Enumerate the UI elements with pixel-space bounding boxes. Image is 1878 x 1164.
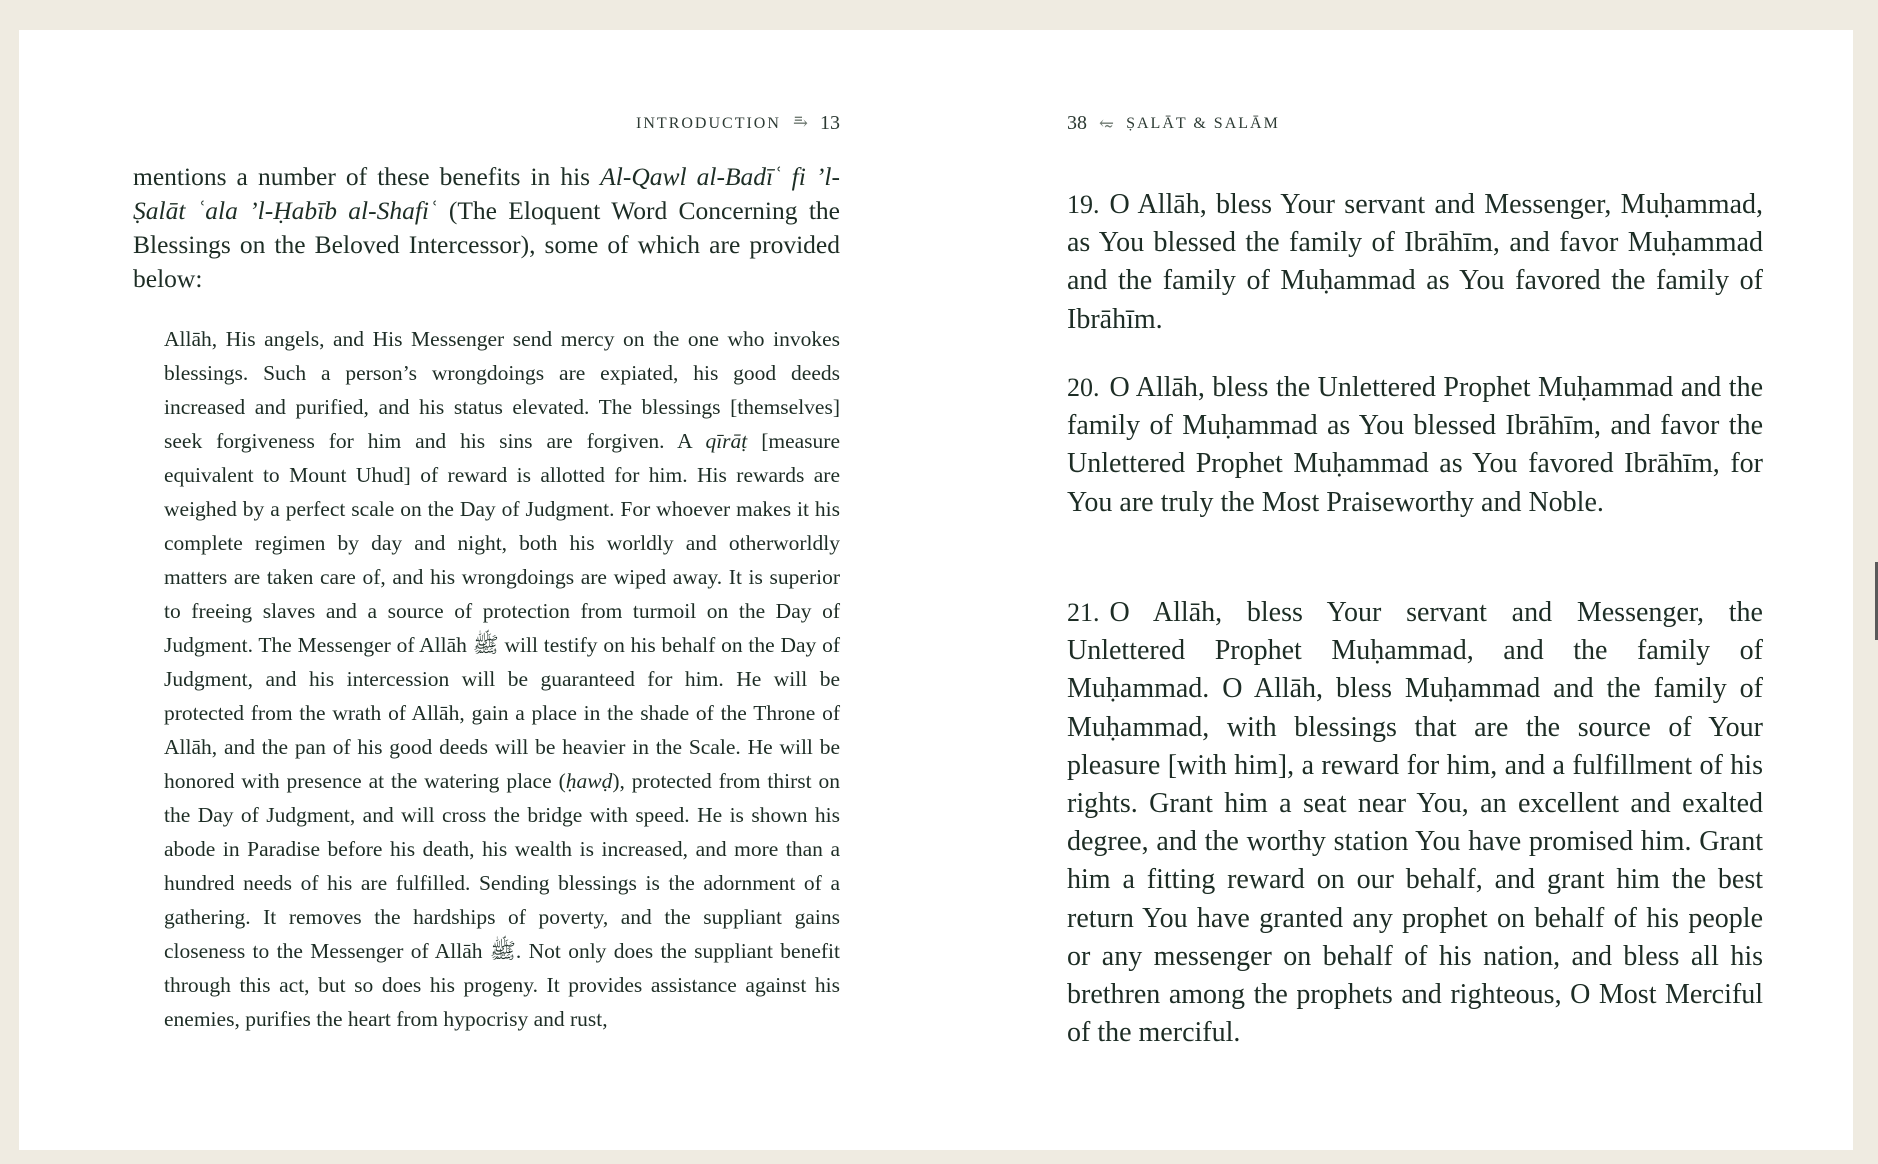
right-running-head <box>1067 112 1280 135</box>
quote-part-1: Allāh, His angels, and His Messenger send mercy on the one who invokes blessings. Such a person’s wrongdoings are expiated, his good deeds increased and purified, and his status elevated. The blessings [themselves] seek forgiveness for him and his sins are forgiven. A <box>164 327 840 453</box>
arrow-ornament-icon: ⥳ <box>1099 113 1115 133</box>
prayer-19 <box>1067 186 1763 339</box>
prayer-number: 20. <box>1067 373 1100 402</box>
book-title: Al-Qawl al-Badīʿ fi ’l-Ṣalāt ʿala ’l-Ḥabīb al-Shafiʿ <box>133 162 840 225</box>
left-page-number: 13 <box>820 112 840 134</box>
lead-paragraph <box>133 160 840 296</box>
right-page-number: 38 <box>1067 112 1087 134</box>
right-running-head-title: ṢALĀT & SALĀM <box>1126 114 1280 132</box>
lead-text-after: (The Eloquent Word Concerning the Blessings on the Beloved Intercessor), some of which are provided below: <box>133 196 840 293</box>
right-page <box>936 30 1853 1150</box>
quote-term-hawd: ḥawḍ <box>565 769 613 793</box>
left-running-head-title: INTRODUCTION <box>636 114 781 132</box>
prayer-text: O Allāh, bless Your servant and Messenger, the Unlettered Prophet Muḥammad, and the family of Muḥammad. O Allāh, bless Muḥammad and the family of Muḥammad, with blessings that are the source of Your pleasure [with him], a reward for him, and a fulfillment of his rights. Grant him a seat near You, an excellent and exalted degree, and the worthy station You have promised him. Grant him a fitting reward on our behalf, and grant him the best return You have granted any prophet on behalf of his people or any messenger on behalf of his nation, and bless all his brethren among the prophets and righteous, O Most Merciful of the merciful. <box>1067 597 1763 1049</box>
prayer-number: 21. <box>1067 598 1100 627</box>
prayer-21 <box>1067 594 1763 1052</box>
arrow-ornament-icon: ⥱ <box>792 113 808 133</box>
prayer-20 <box>1067 369 1763 522</box>
prayer-number: 19. <box>1067 190 1100 219</box>
block-quote <box>164 322 840 1036</box>
quote-part-3: ), protected from thirst on the Day of Judgment, and will cross the bridge with speed. He is shown his abode in Paradise before his death, his wealth is increased, and more than a hundred needs of his are fulfilled. Sending blessings is the adornment of a gathering. It removes the hardships of poverty, and the suppliant gains closeness to the Messenger of Allāh ﷺ. Not only does the suppliant benefit through this act, but so does his progeny. It provides assistance against his enemies, purifies the heart from hypocrisy and rust, <box>164 769 840 1031</box>
lead-text-before: mentions a number of these benefits in his <box>133 162 601 191</box>
left-page <box>19 30 936 1150</box>
quote-part-2: [measure equivalent to Mount Uhud] of reward is allotted for him. His rewards are weighed by a perfect scale on the Day of Judgment. For whoever makes it his complete regimen by day and night, both his worldly and otherworldly matters are taken care of, and his wrongdoings are wiped away. It is superior to freeing slaves and a source of protection from turmoil on the Day of Judgment. The Messenger of Allāh ﷺ will testify on his behalf on the Day of Judgment, and his intercession will be guaranteed for him. He will be protected from the wrath of Allāh, gain a place in the shade of the Throne of Allāh, and the pan of his good deeds will be heavier in the Scale. He will be honored with presence at the watering place ( <box>164 429 840 793</box>
prayer-text: O Allāh, bless the Unlettered Prophet Muḥammad and the family of Muḥammad as You blessed Ibrāhīm, and favor the Unlettered Prophet Muḥammad as You favored Ibrāhīm, for You are truly the Most Praiseworthy and Noble. <box>1067 372 1763 518</box>
quote-term-qirat: qīrāṭ <box>705 429 748 453</box>
left-running-head <box>636 112 840 135</box>
prayer-text: O Allāh, bless Your servant and Messenger, Muḥammad, as You blessed the family of Ibrāhīm, and favor Muḥammad and the family of Muḥammad as You favored the family of Ibrāhīm. <box>1067 189 1763 335</box>
book-spread <box>19 30 1853 1150</box>
